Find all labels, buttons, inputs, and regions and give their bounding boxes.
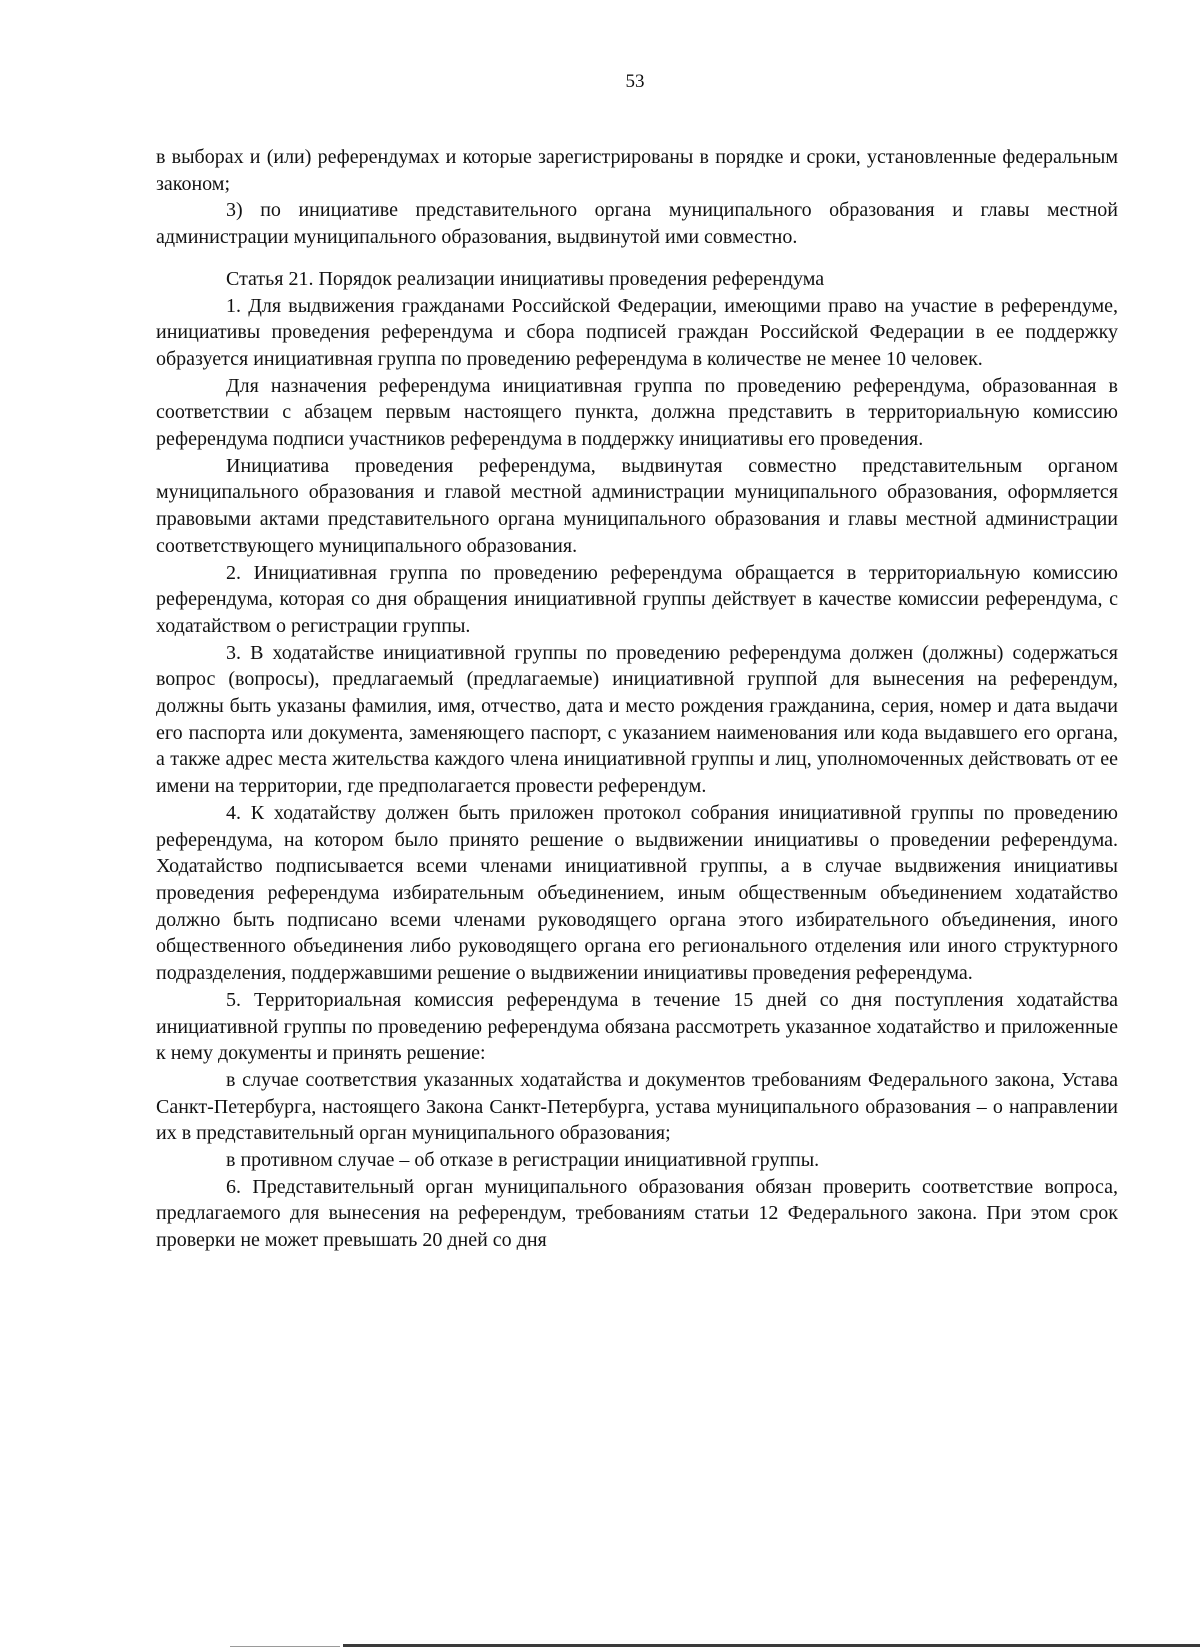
paragraph-item-3: 3) по инициативе представительного органа муниципального образования и главы местной администрации муниципального образования, выдвинутой ими совместно. (156, 199, 1118, 249)
paragraph-clause-1-part-2: Для назначения референдума инициативная группа по проведению референдума, образованная в соответствии с абзацем первым настоящего пункта, должна представить в территориальную комиссию референдума подписи участников референдума в поддержку инициативы его проведения. (156, 374, 1118, 451)
page-body (156, 144, 1118, 1254)
paragraph-continuation: в выборах и (или) референдумах и которые зарегистрированы в порядке и сроки, установленные федеральным законом; (156, 146, 1118, 195)
paragraph-clause-5: 5. Территориальная комиссия референдума в течение 15 дней со дня поступления ходатайства инициативной группы по проведению референдума обязана рассмотреть указанное ходатайство и приложенные к нему документы и принять решение: (156, 988, 1118, 1065)
paragraph-clause-1-part-3: Инициатива проведения референдума, выдвинутая совместно представительным органом муниципального образования и главой местной администрации муниципального образования, оформляется правовыми актами представительного органа муниципального образования и главы местной администрации соответствующего муниципального образования. (156, 454, 1118, 557)
scan-edge-line (343, 1644, 1200, 1647)
paragraph-clause-3: 3. В ходатайстве инициативной группы по проведению референдума должен (должны) содержаться вопрос (вопросы), предлагаемый (предлагаемые) инициативной группой для вынесения на референдум, должны быть указаны фамилия, имя, отчество, дата и место рождения гражданина, серия, номер и дата выдачи его паспорта или документа, заменяющего паспорт, с указанием наименования или кода выдавшего его органа, а также адрес места жительства каждого члена инициативной группы и лиц, уполномоченных действовать от ее имени на территории, где предполагается провести референдум. (156, 641, 1118, 798)
paragraph-clause-5-option-1: в случае соответствия указанных ходатайства и документов требованиям Федерального закона, Устава Санкт-Петербурга, настоящего Закона Санкт-Петербурга, устава муниципального образования – о направлении их в представительный орган муниципального образования; (156, 1068, 1118, 1145)
paragraph-clause-5-option-2: в противном случае – об отказе в регистрации инициативной группы. (226, 1149, 820, 1172)
page-number: 53 (625, 71, 645, 92)
paragraph-clause-6: 6. Представительный орган муниципального образования обязан проверить соответствие вопроса, предлагаемого для вынесения на референдум, требованиям статьи 12 Федерального закона. При этом срок проверки не может превышать 20 дней со дня (156, 1175, 1118, 1252)
article-heading: Статья 21. Порядок реализации инициативы проведения референдума (226, 267, 825, 290)
scan-edge-line-left (230, 1646, 340, 1647)
paragraph-clause-2: 2. Инициативная группа по проведению референдума обращается в территориальную комиссию референдума, которая со дня обращения инициативной группы действует в качестве комиссии референдума, с ходатайством о регистрации группы. (156, 561, 1118, 637)
paragraph-clause-4: 4. К ходатайству должен быть приложен протокол собрания инициативной группы по проведению референдума, на котором было принято решение о выдвижении инициативы о проведении референдума. Ходатайство подписывается всеми членами инициативной группы, а в случае выдвижения инициативы проведения референдума избирательным объединением, иным общественным объединением ходатайство должно быть подписано всеми членами руководящего органа этого избирательного объединения, иного общественного объединения либо руководящего органа его регионального отделения или иного структурного подразделения, поддержавшими решение о выдвижении инициативы проведения референдума. (156, 801, 1118, 985)
paragraph-clause-1: 1. Для выдвижения гражданами Российской Федерации, имеющими право на участие в референдуме, инициативы проведения референдума и сбора подписей граждан Российской Федерации в ее поддержку образуется инициативная группа по проведению референдума в количестве не менее 10 человек. (156, 294, 1118, 370)
